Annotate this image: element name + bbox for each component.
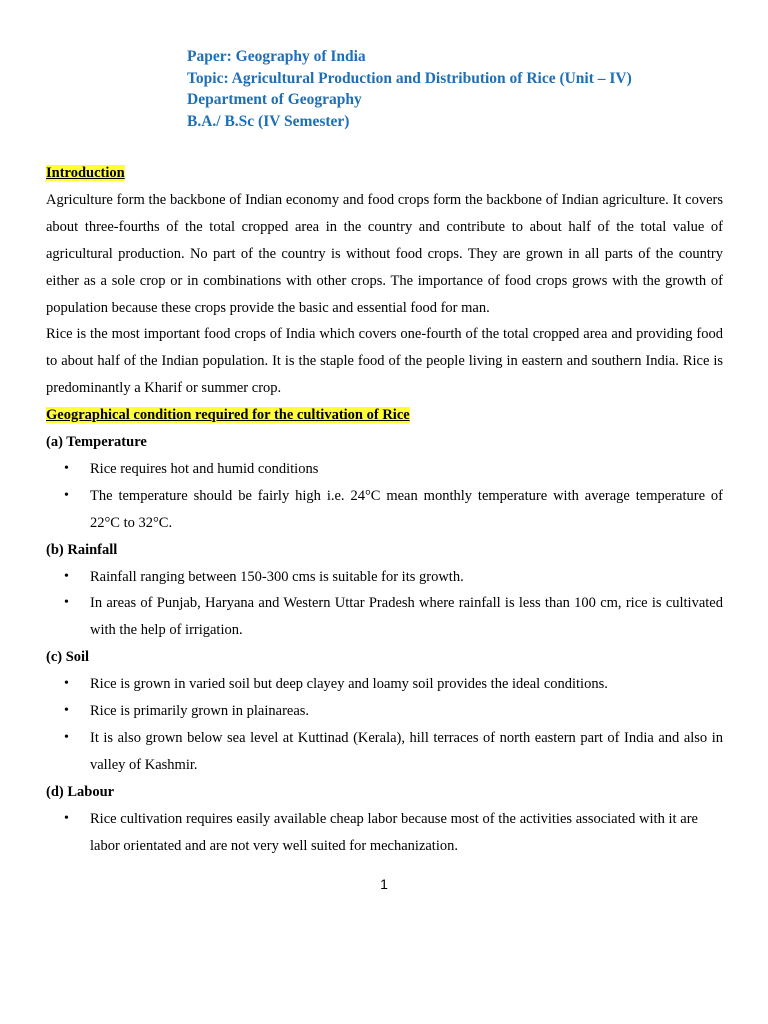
temperature-heading: (a) Temperature (46, 434, 147, 451)
bullet-icon: • (64, 729, 69, 745)
topic-title: Topic: Agricultural Production and Distribution of Rice (Unit – IV) (187, 69, 632, 87)
document-header (187, 46, 632, 132)
bullet-icon: • (64, 595, 69, 611)
list-item: • The temperature should be fairly high i.e. 24°C mean monthly temperature with average temperature of 22°C to 32°C. (46, 483, 723, 537)
rainfall-heading: (b) Rainfall (46, 541, 118, 558)
introduction-heading (46, 160, 723, 187)
document-body (46, 160, 723, 859)
introduction-paragraph-2: Rice is the most important food crops of India which covers one-fourth of the total cropped area and providing food to about half of the Indian population. It is the staple food of the people living in eastern and southern India. Rice is predominantly a Kharif or summer crop. (46, 326, 723, 397)
bullet-icon: • (64, 568, 69, 584)
list-item: • Rainfall ranging between 150-300 cms is suitable for its growth. (46, 564, 723, 591)
conditions-heading (46, 402, 723, 429)
conditions-heading-text: Geographical condition required for the cultivation of Rice (46, 407, 410, 424)
bullet-icon: • (64, 810, 69, 826)
bullet-icon: • (64, 460, 69, 476)
bullet-icon: • (64, 487, 69, 503)
page-number: 1 (380, 876, 388, 892)
department-name: Department of Geography (187, 91, 362, 108)
rainfall-list (46, 564, 723, 645)
labour-list (46, 806, 723, 860)
soil-heading: (c) Soil (46, 649, 90, 666)
list-item: • Rice is primarily grown in plainareas. (46, 698, 723, 725)
list-item: • Rice cultivation requires easily available cheap labor because most of the activities associated with it are labor orientated and are not very well suited for mechanization. (46, 806, 723, 860)
labour-heading: (d) Labour (46, 783, 115, 800)
introduction-heading-text: Introduction (46, 165, 125, 181)
list-item: • Rice requires hot and humid conditions (46, 456, 723, 483)
list-item: • In areas of Punjab, Haryana and Western Uttar Pradesh where rainfall is less than 100 cm, rice is cultivated with the help of irrigation. (46, 590, 723, 644)
bullet-icon: • (64, 676, 69, 692)
list-item: • Rice is grown in varied soil but deep clayey and loamy soil provides the ideal conditions. (46, 671, 723, 698)
temperature-list (46, 456, 723, 537)
paper-title: Paper: Geography of India (187, 48, 366, 65)
bullet-icon: • (64, 703, 69, 719)
soil-list (46, 671, 723, 779)
list-item: • It is also grown below sea level at Kuttinad (Kerala), hill terraces of north eastern part of India and also in valley of Kashmir. (46, 725, 723, 779)
introduction-paragraph-1: Agriculture form the backbone of Indian economy and food crops form the backbone of Indian agriculture. It covers about three-fourths of the total cropped area in the country and contribute to about half of the total value of agricultural production. No part of the country is without food crops. They are grown in all parts of the country either as a sole crop or in combinations with other crops. The importance of food crops grows with the growth of population because these crops provide the basic and essential food for man. (46, 191, 723, 316)
semester-label: B.A./ B.Sc (IV Semester) (187, 112, 350, 130)
